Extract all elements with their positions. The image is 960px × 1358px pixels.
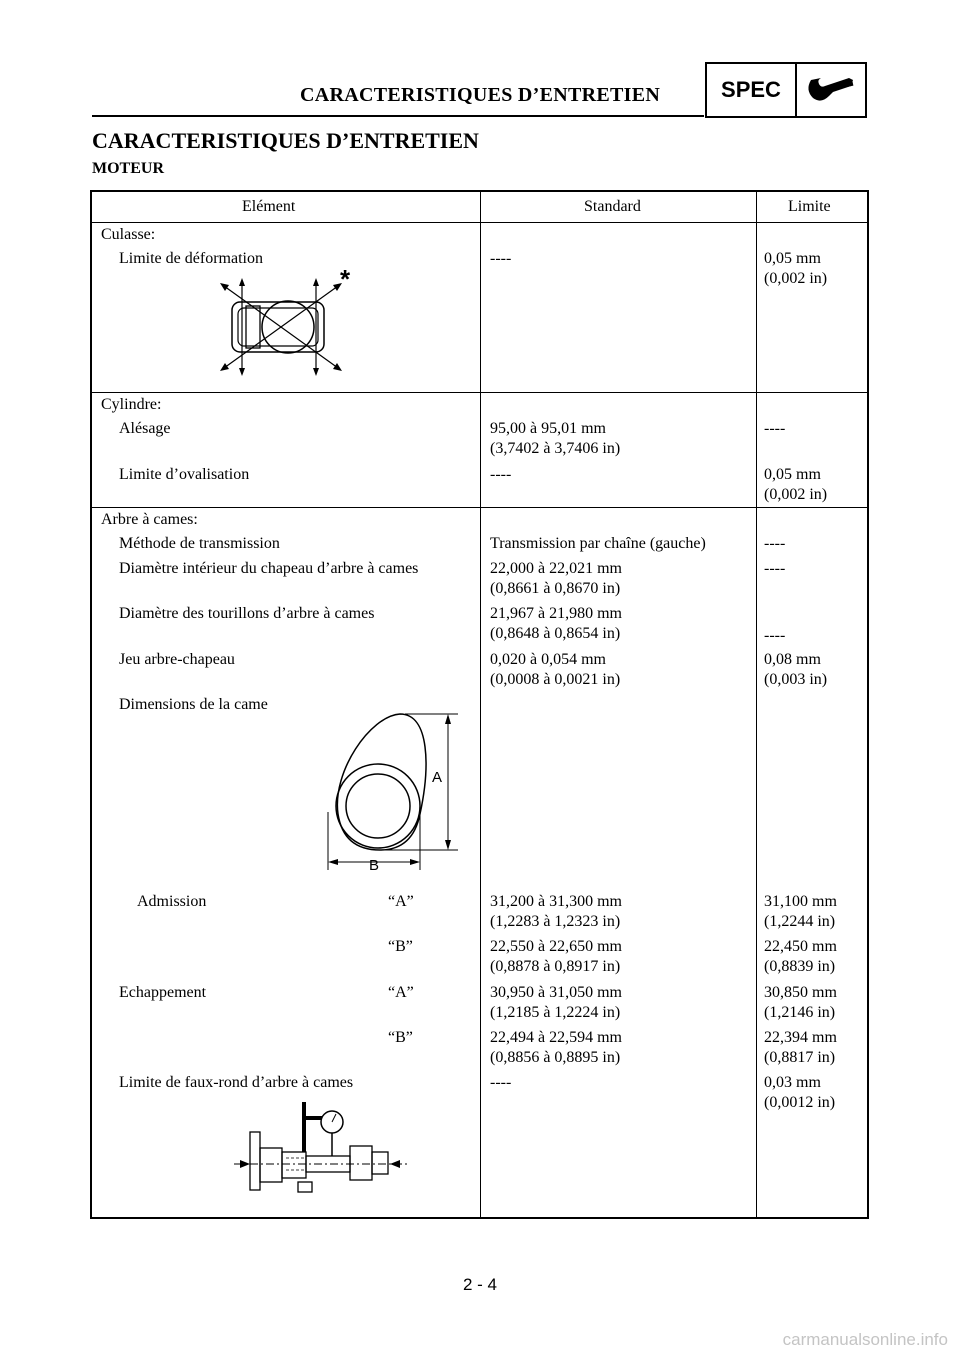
intake-a-limit-mm: 31,100 mm [764,893,837,910]
drive-limit: ---- [764,535,786,552]
journal-label: Diamètre des tourillons d’arbre à cames [119,605,375,622]
page-number: 2 - 4 [462,1275,498,1294]
journal-std-in: (0,8648 à 0,8654 in) [490,625,621,642]
figure-label-a: A [432,769,443,786]
cam-heading: Arbre à cames: [101,511,198,528]
drive-std: Transmission par chaîne (gauche) [490,535,706,552]
intake-a-limit-in: (1,2244 in) [764,913,836,930]
header-element: Elément [242,198,296,215]
runout-label: Limite de faux-rond d’arbre à cames [119,1074,354,1091]
cap-limit: ---- [764,560,786,577]
intake-label: Admission [137,893,207,910]
intake-a-key: “A” [388,893,414,910]
exhaust-b-limit-in: (0,8817 in) [764,1049,836,1066]
row-divider [92,222,867,223]
header-rule [92,115,704,117]
exhaust-a-std-mm: 30,950 à 31,050 mm [490,984,622,1001]
cylindre-heading: Cylindre: [101,396,162,413]
watermark: carmanualsonline.info [782,1330,948,1349]
intake-a-std-mm: 31,200 à 31,300 mm [490,893,622,910]
clearance-limit-mm: 0,08 mm [764,651,821,668]
bore-std-mm: 95,00 à 95,01 mm [490,420,606,437]
row-divider [92,392,867,393]
wrench-icon [797,64,865,116]
culasse-heading: Culasse: [101,226,156,243]
warp-standard: ---- [490,250,512,267]
intake-b-std-in: (0,8878 à 0,8917 in) [490,958,621,975]
clearance-std-in: (0,0008 à 0,0021 in) [490,671,621,688]
journal-limit: ---- [764,627,786,644]
intake-b-limit-mm: 22,450 mm [764,938,837,955]
exhaust-a-limit-mm: 30,850 mm [764,984,837,1001]
figure-star: * [340,270,351,294]
exhaust-a-limit-in: (1,2146 in) [764,1004,836,1021]
warp-limit-in: (0,002 in) [764,270,828,287]
col-divider [480,192,481,1217]
oval-std: ---- [490,466,512,483]
intake-a-std-in: (1,2283 à 1,2323 in) [490,913,621,930]
exhaust-a-key: “A” [388,984,414,1001]
journal-std-mm: 21,967 à 21,980 mm [490,605,622,622]
spec-badge [705,62,867,118]
exhaust-b-limit-mm: 22,394 mm [764,1029,837,1046]
clearance-std-mm: 0,020 à 0,054 mm [490,651,606,668]
cylinder-head-warp-diagram [212,270,362,390]
runout-limit-in: (0,0012 in) [764,1094,836,1111]
header-title: CARACTERISTIQUES D’ENTRETIEN [300,84,661,106]
figure-label-b: B [369,857,380,872]
page-title: CARACTERISTIQUES D’ENTRETIEN [92,128,479,153]
spec-table [90,190,869,1219]
oval-limit-in: (0,002 in) [764,486,828,503]
col-divider [756,192,757,1217]
bore-label: Alésage [119,420,171,437]
section-title: MOTEUR [92,160,164,177]
intake-b-limit-in: (0,8839 in) [764,958,836,975]
spec-badge-label: SPEC [707,64,797,116]
clearance-limit-in: (0,003 in) [764,671,828,688]
runout-std: ---- [490,1074,512,1091]
runout-limit-mm: 0,03 mm [764,1074,821,1091]
header-standard: Standard [584,198,641,215]
cam-lobe-diagram [320,702,470,877]
cap-std-in: (0,8661 à 0,8670 in) [490,580,621,597]
oval-label: Limite d’ovalisation [119,466,250,483]
warp-label: Limite de déformation [119,250,263,267]
intake-b-std-mm: 22,550 à 22,650 mm [490,938,622,955]
exhaust-a-std-in: (1,2185 à 1,2224 in) [490,1004,621,1021]
camshaft-runout-diagram [232,1102,412,1207]
bore-std-in: (3,7402 à 3,7406 in) [490,440,621,457]
exhaust-b-std-in: (0,8856 à 0,8895 in) [490,1049,621,1066]
row-divider [92,507,867,508]
clearance-label: Jeu arbre-chapeau [119,651,235,668]
header-limit: Limite [788,198,831,215]
drive-label: Méthode de transmission [119,535,280,552]
intake-b-key: “B” [388,938,413,955]
cap-std-mm: 22,000 à 22,021 mm [490,560,622,577]
oval-limit-mm: 0,05 mm [764,466,821,483]
bore-limit: ---- [764,420,786,437]
cam-dims-label: Dimensions de la came [119,696,268,713]
exhaust-label: Echappement [119,984,207,1001]
exhaust-b-key: “B” [388,1029,413,1046]
warp-limit-mm: 0,05 mm [764,250,821,267]
cap-label: Diamètre intérieur du chapeau d’arbre à cames [119,560,419,577]
exhaust-b-std-mm: 22,494 à 22,594 mm [490,1029,622,1046]
